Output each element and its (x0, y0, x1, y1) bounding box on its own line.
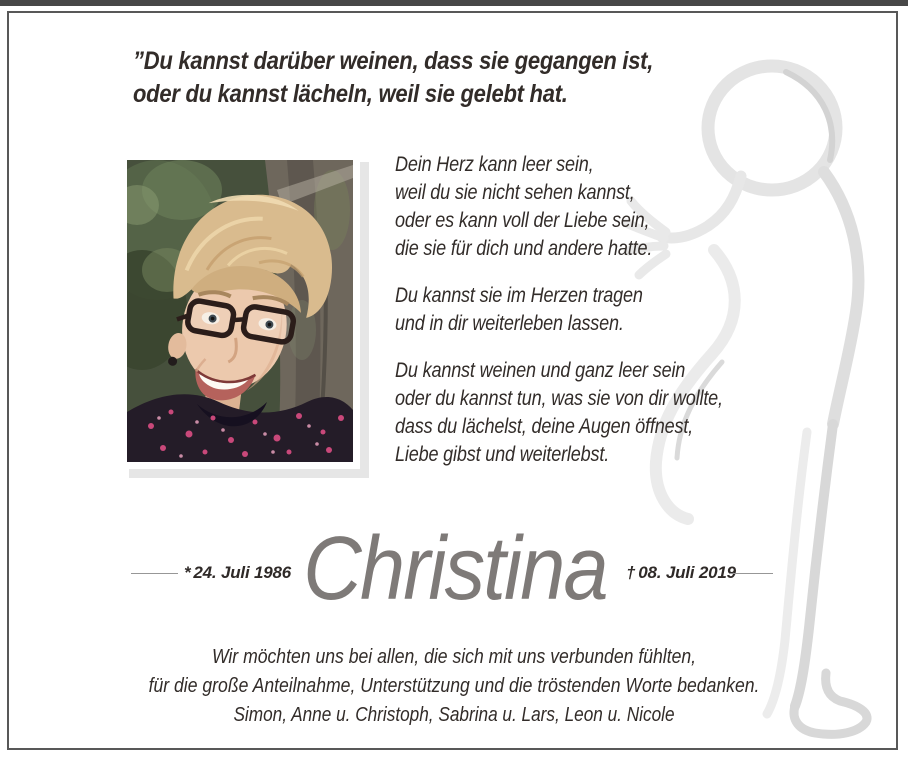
birth-date (184, 563, 291, 583)
poem-line: Du kannst weinen und ganz leer sein (395, 359, 686, 382)
portrait-photo (127, 160, 353, 462)
divider-line-right (729, 573, 773, 574)
death-cross-symbol: † (626, 563, 636, 582)
quote-line-1: ”Du kannst darüber weinen, dass sie gegangen ist, (133, 47, 654, 75)
poem-line: Du kannst sie im Herzen tragen (395, 284, 643, 307)
family-names: Simon, Anne u. Christoph, Sabrina u. Lars, Leon u. Nicole (233, 704, 675, 726)
top-edge-bar (0, 0, 908, 6)
poem-line: Liebe gibst und weiterlebst. (395, 443, 610, 466)
poem-line: weil du sie nicht sehen kannst, (395, 181, 635, 204)
poem-line: und in dir weiterleben lassen. (395, 312, 624, 335)
acknowledgement-text (54, 643, 853, 701)
acknowledgement-line-2: für die große Anteilnahme, Unterstützung und die tröstenden Worte bedanken. (148, 675, 760, 697)
poem-line: oder es kann voll der Liebe sein, (395, 209, 650, 232)
poem (395, 151, 723, 488)
poem-line: Dein Herz kann leer sein, (395, 153, 594, 176)
poem-line: dass du lächelst, deine Augen öffnest, (395, 415, 694, 438)
portrait-photo-frame (120, 153, 360, 469)
poem-stanza-3 (395, 357, 723, 469)
poem-line: oder du kannst tun, was sie von dir wollte, (395, 387, 723, 410)
acknowledgement-line-1: Wir möchten uns bei allen, die sich mit uns verbunden fühlten, (211, 646, 697, 668)
birth-star-symbol: * (184, 563, 191, 582)
death-date (626, 563, 736, 583)
opening-quote (133, 45, 653, 111)
figure-head-outline (708, 66, 836, 190)
deceased-name: Christina (303, 519, 607, 619)
quote-line-2: oder du kannst lächeln, weil sie gelebt hat. (133, 80, 568, 108)
divider-line-left (131, 573, 178, 574)
death-date-text: 08. Juli 2019 (638, 563, 736, 582)
birth-date-text: 24. Juli 1986 (193, 563, 292, 582)
poem-line: die sie für dich und andere hatte. (395, 237, 653, 260)
poem-stanza-2 (395, 282, 723, 338)
poem-stanza-1 (395, 151, 723, 263)
